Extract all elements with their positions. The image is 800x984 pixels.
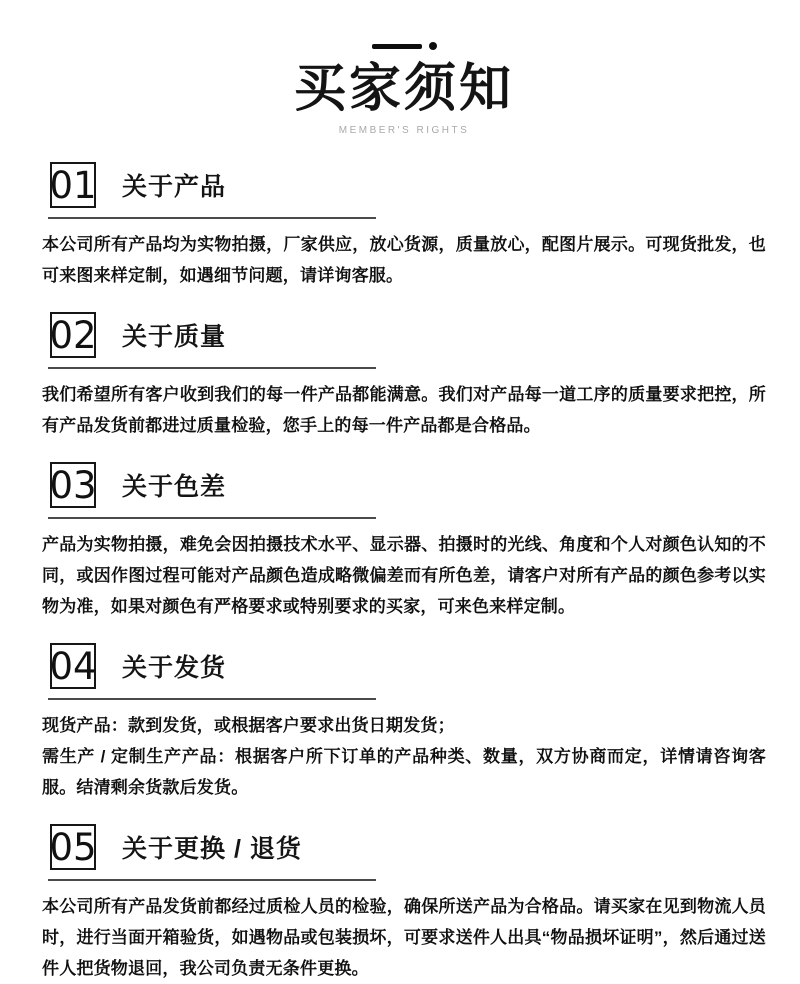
deco-dot-icon [429, 42, 437, 50]
section-heading: 关于产品 [122, 173, 227, 201]
section-body [42, 529, 766, 622]
section-underline [48, 517, 376, 519]
section-body [42, 891, 766, 984]
section-paragraph: 本公司所有产品发货前都经过质检人员的检验，确保所送产品为合格品。请买家在见到物流人员时，进行当面开箱验货，如遇物品或包装损坏，可要求送件人出具“物品损坏证明”，然后通过送件人把货物退回，我公司负责无条件更换。 [42, 897, 766, 978]
notice-section [42, 162, 766, 291]
notice-section [42, 462, 766, 622]
section-underline [48, 217, 376, 219]
notice-section [42, 312, 766, 441]
section-body [42, 229, 766, 291]
deco-line [372, 44, 422, 49]
section-heading: 关于色差 [122, 473, 227, 501]
section-header [50, 462, 766, 508]
section-underline [48, 367, 376, 369]
section-body [42, 710, 766, 803]
section-underline [48, 698, 376, 700]
page-header [42, 40, 766, 136]
section-underline [48, 879, 376, 881]
line-dot-decoration-icon [42, 40, 766, 52]
section-heading: 关于发货 [122, 654, 227, 682]
page-subtitle: MEMBER'S RIGHTS [338, 125, 470, 136]
section-number-box: 02 [49, 313, 97, 357]
section-header [50, 162, 766, 208]
section-header [50, 643, 766, 689]
section-heading: 关于质量 [122, 323, 227, 351]
section-number-box: 03 [49, 463, 97, 507]
section-paragraph: 产品为实物拍摄，难免会因拍摄技术水平、显示器、拍摄时的光线、角度和个人对颜色认知的不同，或因作图过程可能对产品颜色造成略微偏差而有所色差，请客户对所有产品的颜色参考以实物为准，如果对颜色有严格要求或特别要求的买家，可来色来样定制。 [42, 535, 766, 616]
section-body [42, 379, 766, 441]
sections-container [42, 162, 766, 984]
section-number-box: 04 [49, 644, 97, 688]
section-header [50, 312, 766, 358]
section-header [50, 824, 766, 870]
page-title: 买家须知 [293, 60, 514, 118]
section-heading: 关于更换 / 退货 [122, 835, 302, 863]
section-paragraph: 现货产品：款到发货，或根据客户要求出货日期发货； [42, 716, 455, 735]
notice-section [42, 824, 766, 984]
section-paragraph: 需生产 / 定制生产产品：根据客户所下订单的产品种类、数量，双方协商而定，详情请咨询客服。结清剩余货款后发货。 [42, 747, 766, 797]
section-paragraph: 我们希望所有客户收到我们的每一件产品都能满意。我们对产品每一道工序的质量要求把控，所有产品发货前都进过质量检验，您手上的每一件产品都是合格品。 [42, 385, 766, 435]
section-number-box: 01 [49, 163, 97, 207]
section-paragraph: 本公司所有产品均为实物拍摄，厂家供应，放心货源，质量放心，配图片展示。可现货批发，也可来图来样定制，如遇细节问题，请详询客服。 [42, 235, 766, 285]
notice-section [42, 643, 766, 803]
section-number-box: 05 [49, 825, 97, 869]
